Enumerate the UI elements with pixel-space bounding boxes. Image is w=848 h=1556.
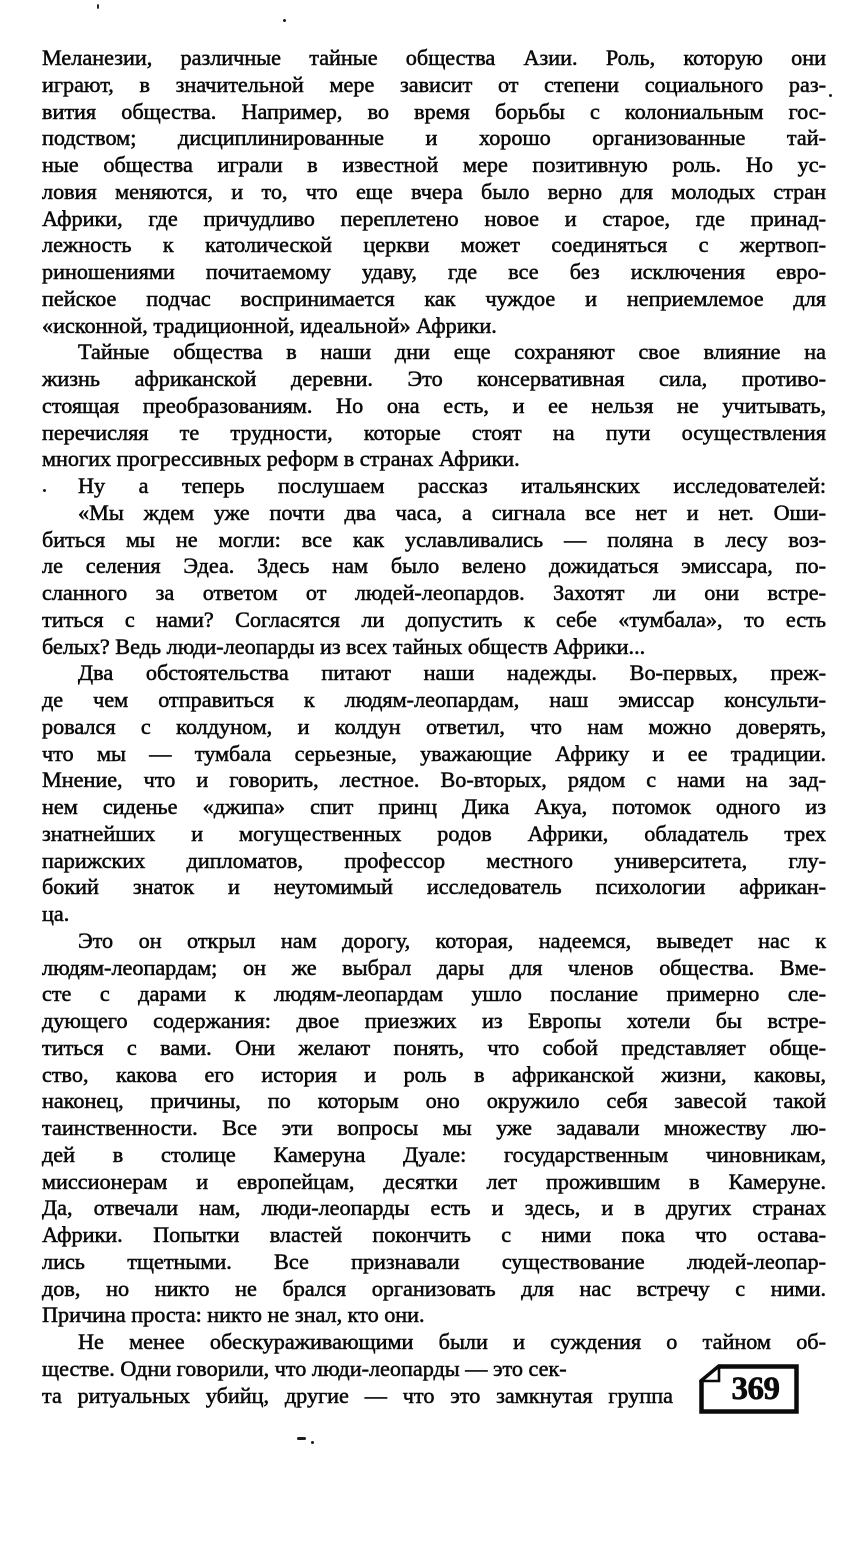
text-line: таинственности. Все эти вопросы мы уже задавали множеству лю- bbox=[42, 1115, 826, 1140]
text-line: Да, отвечали нам, люди-леопарды есть и здесь, и в других странах bbox=[42, 1195, 826, 1221]
text-line: «Мы ждем уже почти два часа, а сигнала все нет и нет. Оши- bbox=[78, 499, 826, 525]
text-line: Не менее обескураживающими были и суждения о тайном об- bbox=[78, 1329, 826, 1354]
text-line: миссионерам и европейцам, десятки лет прожившим в Камеруне. bbox=[42, 1168, 826, 1194]
text-line: Причина проста: никто не знал, кто они. bbox=[42, 1302, 425, 1328]
text-line: Африки, где причудливо переплетено новое и старое, где принад- bbox=[42, 205, 826, 231]
text-line: «исконной, традиционной, идеальной» Африки. bbox=[42, 312, 497, 338]
text-line: стоящая преобразованиям. Но она есть, и ее нельзя не учитывать, bbox=[42, 392, 826, 418]
text-line: де чем отправиться к людям-леопардам, наш эмиссар консульти- bbox=[42, 687, 826, 712]
text-line: белых? Ведь люди-леопарды из всех тайных обществ Африки... bbox=[42, 633, 646, 659]
text-line: Два обстоятельства питают наши надежды. Во-первых, преж- bbox=[78, 660, 826, 686]
text-line: ство, какова его история и роль в африканской жизни, каковы, bbox=[42, 1061, 826, 1087]
text-line: играют, в значительной мере зависит от степени социального раз- bbox=[42, 71, 826, 97]
text-line: титься с нами? Согласятся ли допустить к себе «тумбала», то есть bbox=[42, 606, 826, 632]
text-line: что мы — тумбала серьезные, уважающие Африку и ее традиции. bbox=[42, 740, 826, 766]
text-line: дей в столице Камеруна Дуале: государственным чиновникам, bbox=[42, 1141, 826, 1167]
text-line: ные общества играли в известной мере позитивную роль. Но ус- bbox=[42, 152, 826, 177]
text-line: вития общества. Например, во время борьбы с колониальным гос- bbox=[42, 98, 826, 124]
text-line: перечисляя те трудности, которые стоят на пути осуществления bbox=[42, 419, 826, 445]
text-line: та ритуальных убийц, другие — что это замкнутая группа bbox=[42, 1382, 673, 1408]
text-line: многих прогрессивных реформ в странах Африки. bbox=[42, 446, 520, 472]
text-line: парижских дипломатов, профессор местного университета, глу- bbox=[42, 847, 826, 873]
text-line: подством; дисциплинированные и хорошо организованные тай- bbox=[42, 125, 826, 151]
text-line: лежность к католической церкви может соединяться с жертвоп- bbox=[42, 232, 826, 258]
text-line: титься с вами. Они желают понять, что собой представляет обще- bbox=[42, 1034, 826, 1060]
text-block bbox=[42, 45, 826, 1409]
scan-speck bbox=[97, 4, 99, 9]
scan-speck bbox=[43, 489, 46, 492]
text-line: Меланезии, различные тайные общества Азии. Роль, которую они bbox=[42, 45, 826, 70]
paragraph bbox=[42, 1329, 826, 1409]
text-line: ловия меняются, и то, что еще вчера было верно для молодых стран bbox=[42, 178, 826, 204]
text-line: ца. bbox=[42, 901, 70, 926]
scan-speck bbox=[829, 94, 832, 97]
text-line: Африки. Попытки властей покончить с ними пока что остава- bbox=[42, 1222, 826, 1247]
scan-speck bbox=[283, 19, 286, 22]
text-line: наконец, причины, по которым оно окружило себя завесой такой bbox=[42, 1088, 826, 1114]
text-line: Мнение, что и говорить, лестное. Во-вторых, рядом с нами на зад- bbox=[42, 767, 826, 793]
scan-speck bbox=[297, 1437, 306, 1440]
text-line: дующего содержания: двое приезжих из Европы хотели бы встре- bbox=[42, 1008, 826, 1033]
text-line: лись тщетными. Все признавали существование людей-леопар- bbox=[42, 1248, 826, 1274]
text-line: биться мы не могли: все как уславливались — поляна в лесу воз- bbox=[42, 526, 826, 552]
paragraph bbox=[42, 500, 826, 661]
text-line: сланного за ответом от людей-леопардов. Захотят ли они встре- bbox=[42, 580, 826, 605]
text-line: риношениями почитаемому удаву, где все без исключения евро- bbox=[42, 259, 826, 284]
text-line: Ну а теперь послушаем рассказ итальянских исследователей: bbox=[78, 473, 826, 498]
text-line: сте с дарами к людям-леопардам ушло послание примерно сле- bbox=[42, 981, 826, 1007]
page-number: 369 bbox=[731, 1370, 780, 1407]
text-line: нем сиденье «джипа» спит принц Дика Акуа, потомок одного из bbox=[42, 794, 826, 819]
paragraph bbox=[42, 473, 826, 500]
text-line: знатнейших и могущественных родов Африки, обладатель трех bbox=[42, 820, 826, 846]
text-line: людям-леопардам; он же выбрал дары для членов общества. Вме- bbox=[42, 954, 826, 980]
text-line: бокий знаток и неутомимый исследователь психологии африкан- bbox=[42, 874, 826, 900]
paragraph bbox=[42, 660, 826, 928]
text-line: дов, но никто не брался организовать для нас встречу с ними. bbox=[42, 1275, 826, 1301]
paragraph bbox=[42, 339, 826, 473]
scan-speck bbox=[311, 1441, 314, 1444]
page-number-plate bbox=[699, 1364, 799, 1414]
page-number-box bbox=[673, 1356, 826, 1406]
text-line: Это он открыл нам дорогу, которая, надеемся, выведет нас к bbox=[78, 927, 826, 953]
text-line: ществе. Одни говорили, что люди-леопарды — это сек- bbox=[42, 1355, 567, 1381]
text-line: пейское подчас воспринимается как чуждое и неприемлемое для bbox=[42, 285, 826, 311]
paragraph bbox=[42, 928, 826, 1329]
paragraph bbox=[42, 45, 826, 339]
text-line: Тайные общества в наши дни еще сохраняют свое влияние на bbox=[78, 339, 826, 365]
text-line: ле селения Эдеа. Здесь нам было велено дожидаться эмиссара, по- bbox=[42, 553, 826, 579]
text-line: жизнь африканской деревни. Это консервативная сила, противо- bbox=[42, 366, 826, 391]
text-line: ровался с колдуном, и колдун ответил, что нам можно доверять, bbox=[42, 713, 826, 739]
